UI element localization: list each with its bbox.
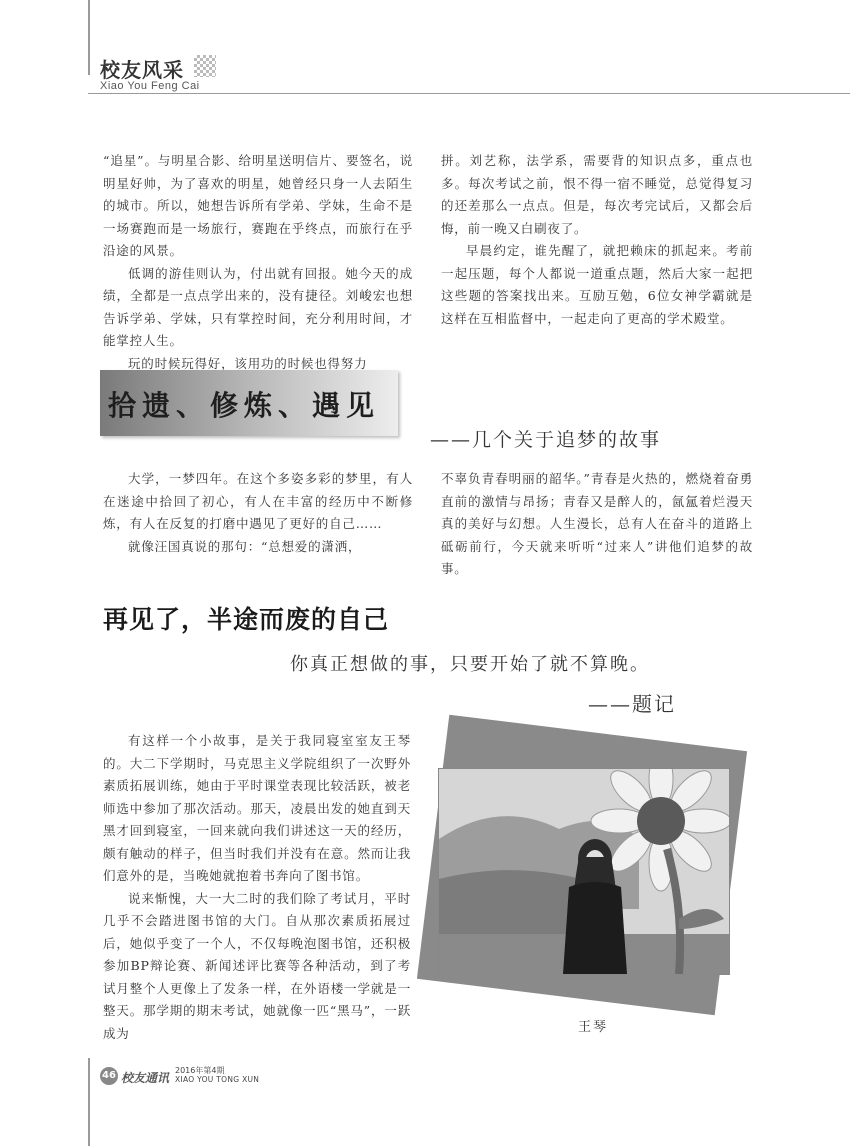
footer-english-name: XIAO YOU TONG XUN (175, 1075, 260, 1084)
header-rule (88, 93, 850, 94)
story-epigraph: 你真正想做的事，只要开始了就不算晚。 (290, 654, 650, 675)
paragraph: “追星”。与明星合影、给明星送明信片、要签名，说明星好帅，为了喜欢的明星，她曾经只身一人去陌生的城市。所以，她想告诉所有学弟、学妹，生命不是一场赛跑而是一场旅行，赛跑在乎终点，而旅行在乎沿途的风景。 (103, 153, 413, 258)
story-epigraph-attribution: ——题记 (588, 692, 676, 716)
paragraph: 不辜负青春明丽的韶华。”青春是火热的，燃烧着奋勇直前的激情与昂扬；青春又是醉人的，氤氲着烂漫天真的美好与幻想。人生漫长，总有人在奋斗的道路上砥砺前行，今天就来听听“过来人”讲他们追梦的故事。 (441, 471, 753, 576)
section-header-title: 校友风采 (100, 58, 184, 82)
paragraph: 就像汪国真说的那句：“总想爱的潇洒， (128, 538, 362, 554)
footer-rule-vertical (88, 1058, 90, 1146)
portrait-photo (438, 768, 730, 975)
section-header-subtitle: Xiao You Feng Cai (100, 80, 200, 92)
story-body (103, 730, 411, 1045)
section-column-right (441, 468, 753, 581)
intro-column-left (103, 150, 413, 375)
story-title: 再见了，半途而废的自己 (103, 605, 390, 634)
intro-column-right (441, 150, 753, 330)
page-number: 46 (100, 1067, 118, 1085)
section-subtitle: ——几个关于追梦的故事 (430, 429, 662, 451)
section-banner-title: 拾遗、修炼、遇见 (108, 389, 381, 422)
footer-magazine-name: 校友通讯 (121, 1071, 170, 1085)
paragraph: 说来惭愧，大一大二时的我们除了考试月，平时几乎不会踏进图书馆的大门。自从那次素质拓展过后，她似乎变了一个人，不仅每晚泡图书馆，还积极参加BP辩论赛、新闻述评比赛等各种活动，到了考试月整个人更像上了发条一样，在外语楼一学就是一整天。那学期的期末考试，她就像一匹“黑马”，一跃成为 (103, 890, 411, 1041)
paragraph: 拼。刘艺称，法学系，需要背的知识点多，重点也多。每次考试之前，恨不得一宿不睡觉，总觉得复习的还差那么一点点。但是，每次考完试后，又都会后悔，前一晚又白刷夜了。 (441, 153, 753, 236)
paragraph: 大学，一梦四年。在这个多姿多彩的梦里，有人在迷途中拾回了初心，有人在丰富的经历中不断修炼，有人在反复的打磨中遇见了更好的自己…… (103, 471, 413, 531)
photo-caption: 王琴 (578, 1020, 609, 1035)
checker-pattern-icon (194, 55, 216, 77)
paragraph: 低调的游佳则认为，付出就有回报。她今天的成绩，全都是一点点学出来的，没有捷径。刘峻宏也想告诉学弟、学妹，只有掌控时间，充分利用时间，才能掌控人生。 (103, 265, 413, 348)
footer-issue: 2016年第4期 (175, 1066, 225, 1075)
paragraph: 玩的时候玩得好，该用功的时候也得努力 (128, 355, 368, 371)
paragraph: 有这样一个小故事，是关于我同寝室室友王琴的。大二下学期时，马克思主义学院组织了一次野外素质拓展训练，她由于平时课堂表现比较活跃，被老师选中参加了那次活动。那天，凌晨出发的她直到天黑才回到寝室，一回来就向我们讲述这一天的经历，颇有触动的样子，但当时我们并没有在意。然而让我们意外的是，当晚她就抱着书奔向了图书馆。 (103, 733, 411, 883)
header-rule-vertical (88, 0, 90, 75)
paragraph: 早晨约定，谁先醒了，就把赖床的抓起来。考前一起压题，每个人都说一道重点题，然后大家一起把这些题的答案找出来。互励互勉，6位女神学霸就是这样在互相监督中，一起走向了更高的学术殿堂。 (441, 243, 753, 326)
section-column-left (103, 468, 413, 558)
